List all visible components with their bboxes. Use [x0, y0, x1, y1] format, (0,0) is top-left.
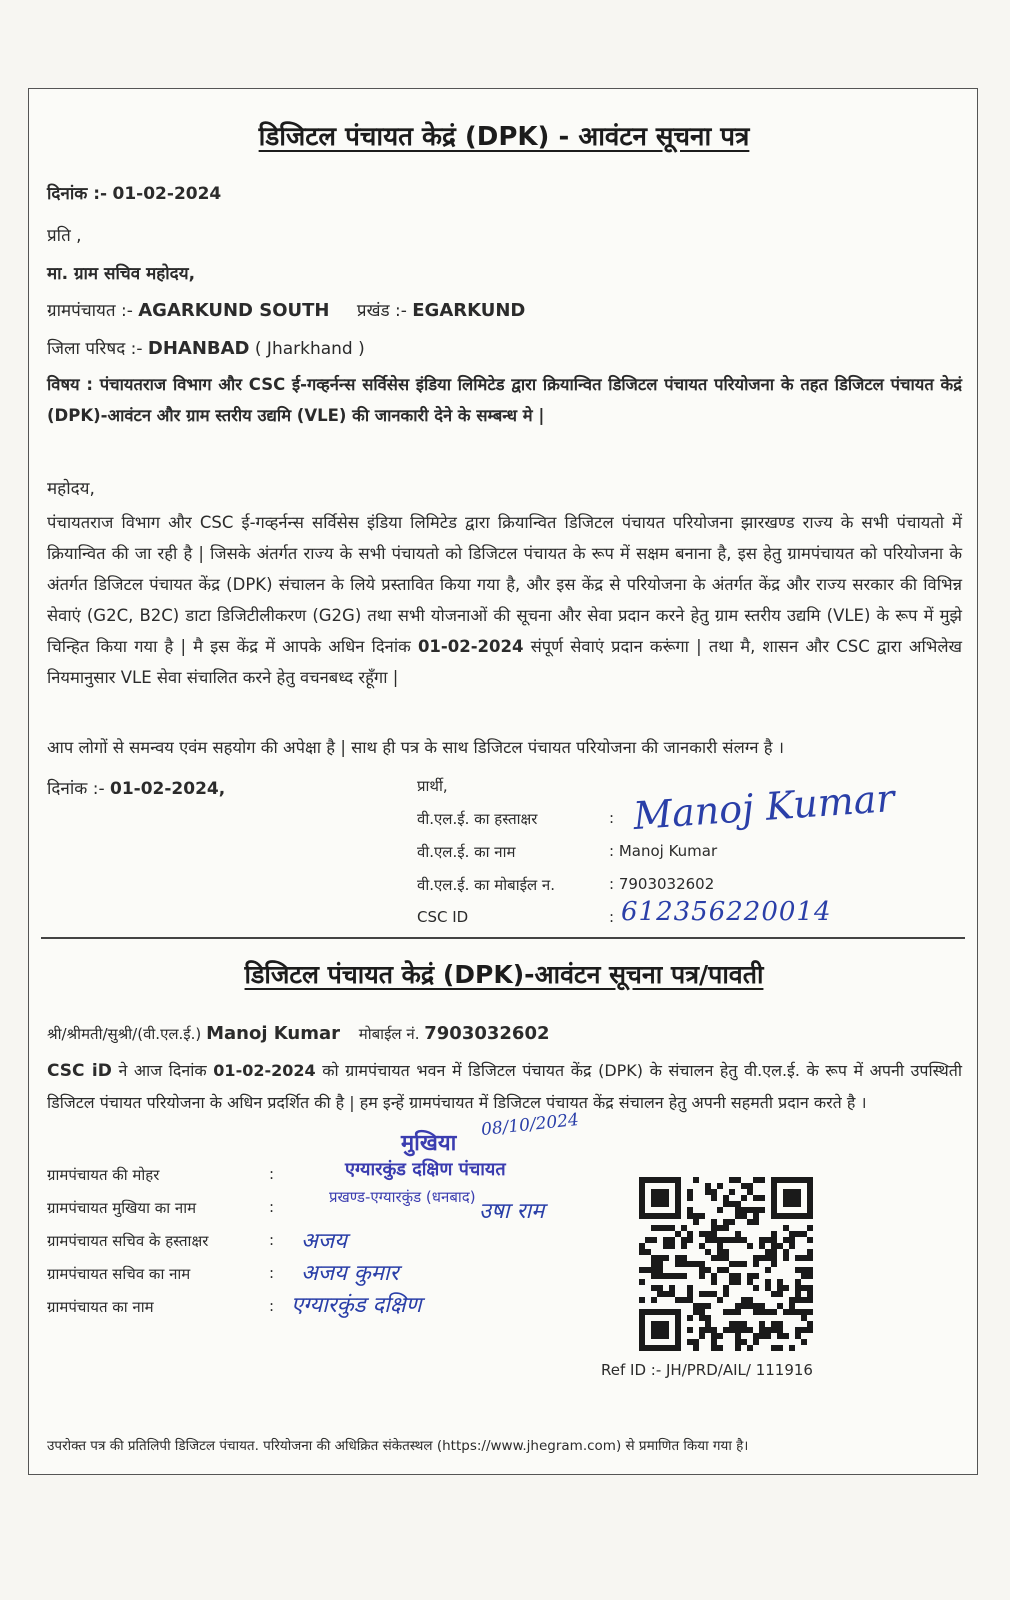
- date-value: 01-02-2024: [112, 184, 222, 204]
- gp-value: AGARKUND SOUTH: [138, 300, 330, 321]
- document-frame: [28, 88, 978, 1475]
- vle-mobile-label: वी.एल.ई. का मोबाईल न.: [417, 876, 556, 894]
- field-value-gp-name: एग्यारकुंड दक्षिण: [291, 1293, 422, 1318]
- vle-sign-label: वी.एल.ई. का हस्ताक्षर: [417, 810, 538, 828]
- body-part-1: पंचायतराज विभाग और CSC ई-गव्हर्नन्स सर्विसेस इंडिया लिमिटेड द्वारा क्रियान्वित डिजिटल पंचायत परियोजना झारखण्ड राज्य के सभी पंचायतो में क्रियान्वित की जा रही है | जिसके अंतर्गत राज्य के सभी पंचायतो को डिजिटल पंचायत के रूप में सक्षम बनाना है, इस हेतु ग्रामपंचायत को परियोजना के अंतर्गत डिजिटल पंचायत केंद्र (DPK) संचालन के लिये प्रस्तावित किया गया है, और इस केंद्र से परियोजना के अंतर्गत केंद्र और राज्य सरकार की विभिन्न सेवाएं (G2C, B2C) डाटा डिजिटीलीकरण (G2G) तथा सभी योजनाओं की सूचना और सेवा प्रदान करने हेतु ग्राम स्तरीय उद्यमि (VLE) के रूप में मुझे चिन्हित किया गया है | मै इस केंद्र में आपके अधिन दिनांक: [47, 513, 962, 656]
- body-part-2: संपूर्ण सेवाएं प्रदान करूंगा | तथा मै, शासन और CSC द्वारा अभिलेख नियमानुसार VLE सेवा संचालित करने हेतु वचनबध्द रहूँगा |: [47, 637, 963, 687]
- vle-name-label: वी.एल.ई. का नाम: [417, 843, 516, 861]
- field-colon-seal: :: [269, 1165, 275, 1183]
- person-name: Manoj Kumar: [206, 1023, 340, 1044]
- person-mobile: 7903032602: [424, 1023, 550, 1044]
- footer-note: उपरोक्त पत्र की प्रतिलिपी डिजिटल पंचायत. परियोजना की अधिक्रित संकेतस्थल (https://www.jhegram.com) से प्रमाणित किया गया है।: [47, 1438, 749, 1454]
- body-date: 01-02-2024: [417, 637, 524, 656]
- state-value: ( Jharkhand ): [254, 339, 365, 359]
- receipt-title: डिजिटल पंचायत केद्रं (DPK)-आवंटन सूचना पत्र/पावती: [244, 960, 764, 989]
- receipt-line-date: 01-02-2024: [213, 1061, 316, 1080]
- field-colon-gp-name: :: [269, 1297, 275, 1315]
- letter-body: [47, 507, 962, 693]
- person-prefix: श्री/श्रीमती/सुश्री/(वी.एल.ई.): [47, 1025, 202, 1043]
- qr-code-icon: [639, 1177, 814, 1356]
- ref-id: Ref ID :- JH/PRD/AIL/ 111916: [601, 1361, 813, 1379]
- field-value-secretary-name: अजय कुमार: [301, 1261, 399, 1286]
- letter-subject: विषय : पंचायतराज विभाग और CSC ई-गव्हर्नन्स सर्विसेस इंडिया लिमिटेड द्वारा क्रियान्वित डिजिटल पंचायत परियोजना के तहत डिजिटल पंचायत केद्रं (DPK)-आवंटन और ग्राम स्तरीय उद्यमि (VLE) की जानकारी देने के सम्बन्ध मे |: [47, 375, 962, 425]
- field-label-secretary-name: ग्रामपंचायत सचिव का नाम: [47, 1265, 191, 1283]
- footer-date-value: 01-02-2024,: [110, 779, 226, 799]
- vle-mobile: : 7903032602: [609, 875, 715, 893]
- receipt-person-line: [47, 1023, 550, 1044]
- stamp-block-line: प्रखण्ड-एग्यारकुंड (धनबाद): [329, 1188, 476, 1206]
- receipt-csc-label: CSC iD: [47, 1061, 112, 1081]
- gram-panchayat-line: [47, 298, 525, 321]
- mobile-label: मोबाईल नं.: [358, 1025, 420, 1043]
- vle-name: : Manoj Kumar: [609, 842, 718, 860]
- footer-date: [47, 776, 225, 799]
- field-value-mukhiya-name: उषा राम: [479, 1199, 545, 1224]
- block-label: प्रखंड :-: [356, 301, 407, 321]
- recipient-to: प्रति ,: [47, 226, 82, 246]
- section-divider: [41, 937, 965, 939]
- field-label-secretary-sign: ग्रामपंचायत सचिव के हस्ताक्षर: [47, 1232, 209, 1250]
- letter-body-closing: आप लोगों से समन्वय एवंम सहयोग की अपेक्षा है | साथ ही पत्र के साथ डिजिटल पंचायत परियोजना की जानकारी संलग्न है ।: [47, 738, 785, 757]
- field-label-gp-name: ग्रामपंचायत का नाम: [47, 1298, 154, 1316]
- district-value: DHANBAD: [147, 338, 250, 359]
- field-label-mukhiya-name: ग्रामपंचायत मुखिया का नाम: [47, 1199, 197, 1217]
- csc-id-label: CSC ID: [417, 908, 469, 926]
- csc-id-colon: :: [609, 908, 615, 926]
- salutation: महोदय,: [47, 479, 95, 499]
- letter-title: डिजिटल पंचायत केद्रं (DPK) - आवंटन सूचना पत्र: [258, 122, 750, 152]
- field-value-seal: एग्यारकुंड दक्षिण पंचायत: [345, 1159, 506, 1180]
- block-value: EGARKUND: [412, 300, 526, 321]
- applicant-label: प्रार्थी,: [417, 777, 448, 795]
- field-label-seal: ग्रामपंचायत की मोहर: [47, 1166, 160, 1184]
- receipt-line-a: ने आज दिनांक: [118, 1061, 207, 1080]
- receipt-statement: [47, 1055, 962, 1118]
- csc-id-handwritten: 612356220014: [621, 897, 832, 927]
- date-label: दिनांक :-: [47, 184, 108, 204]
- district-line: [47, 336, 365, 359]
- vle-signature: Manoj Kumar: [631, 775, 896, 839]
- footer-date-label: दिनांक :-: [47, 779, 105, 799]
- field-colon-secretary-name: :: [269, 1264, 275, 1282]
- vle-sign-colon: :: [609, 809, 615, 827]
- field-value-secretary-sign: अजय: [301, 1229, 347, 1254]
- field-colon-mukhiya-name: :: [269, 1198, 275, 1216]
- letter-date: [47, 181, 221, 204]
- addressee: मा. ग्राम सचिव महोदय,: [47, 264, 196, 284]
- gp-label: ग्रामपंचायत :-: [47, 301, 133, 321]
- stamp-title: मुखिया: [401, 1131, 457, 1156]
- field-colon-secretary-sign: :: [269, 1231, 275, 1249]
- receipt-line-b: को ग्रामपंचायत भवन में डिजिटल पंचायत केंद्र (DPK) के संचालन हेतु वी.एल.ई. के रूप में अपनी उपस्थिती डिजिटल पंचायत परियोजना के अधिन प्रदर्शित की है | हम इन्हें ग्रामपंचायत में डिजिटल पंचायत केंद्र संचालन हेतु अपनी सहमती प्रदान करते है ।: [47, 1061, 962, 1112]
- stamp-date: 08/10/2024: [480, 1109, 580, 1141]
- district-label: जिला परिषद :-: [47, 339, 143, 359]
